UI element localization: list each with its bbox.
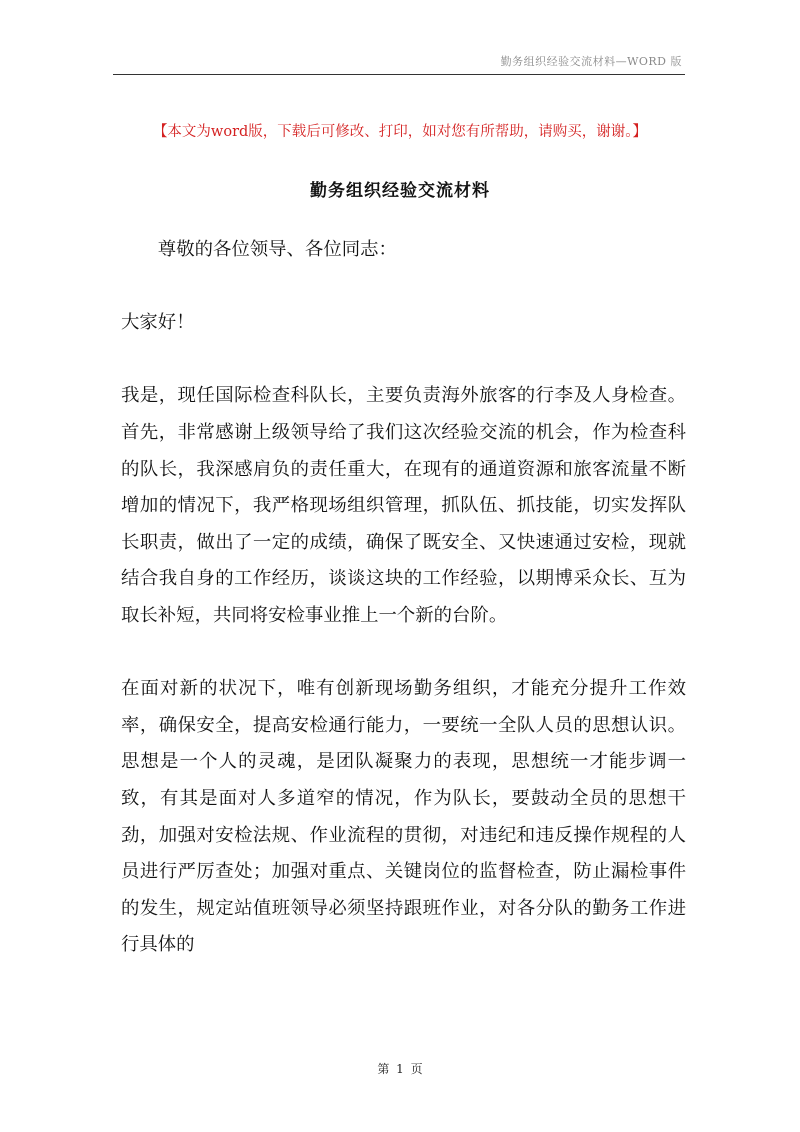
page-number: 第 1 页 bbox=[377, 1062, 423, 1076]
body-paragraph-2: 在面对新的状况下，唯有创新现场勤务组织，才能充分提升工作效率，确保安全，提高安检通行能力，一要统一全队人员的思想认识。思想是一个人的灵魂，是团队凝聚力的表现，思想统一才能步调一致，有其是面对人多道窄的情况，作为队长，要鼓动全员的思想干劲，加强对安检法规、作业流程的贯彻，对违纪和违反操作规程的人员进行严厉查处；加强对重点、关键岗位的监督检查，防止漏检事件的发生，规定站值班领导必须坚持跟班作业，对各分队的勤务工作进行具体的 bbox=[121, 678, 686, 956]
document-title: 勤务组织经验交流材料 bbox=[310, 181, 490, 201]
header-divider bbox=[113, 74, 685, 75]
running-header: 勤务组织经验交流材料—WORD 版 bbox=[500, 55, 682, 68]
greeting-line: 尊敬的各位领导、各位同志： bbox=[157, 239, 397, 260]
body-paragraph-1: 我是，现任国际检查科队长，主要负责海外旅客的行李及人身检查。首先，非常感谢上级领导给了我们这次经验交流的机会，作为检查科的队长，我深感肩负的责任重大，在现有的通道资源和旅客流量不断增加的情况下，我严格现场组织管理，抓队伍、抓技能，切实发挥队长职责，做出了一定的成绩，确保了既安全、又快速通过安检，现就结合我自身的工作经历，谈谈这块的工作经验，以期博采众长、互为取长补短，共同将安检事业推上一个新的台阶。 bbox=[121, 385, 686, 626]
hello-line: 大家好！ bbox=[121, 312, 195, 334]
download-notice: 【本文为word版，下载后可修改、打印，如对您有所帮助，请购买，谢谢。】 bbox=[152, 124, 648, 140]
document-body bbox=[121, 232, 686, 964]
